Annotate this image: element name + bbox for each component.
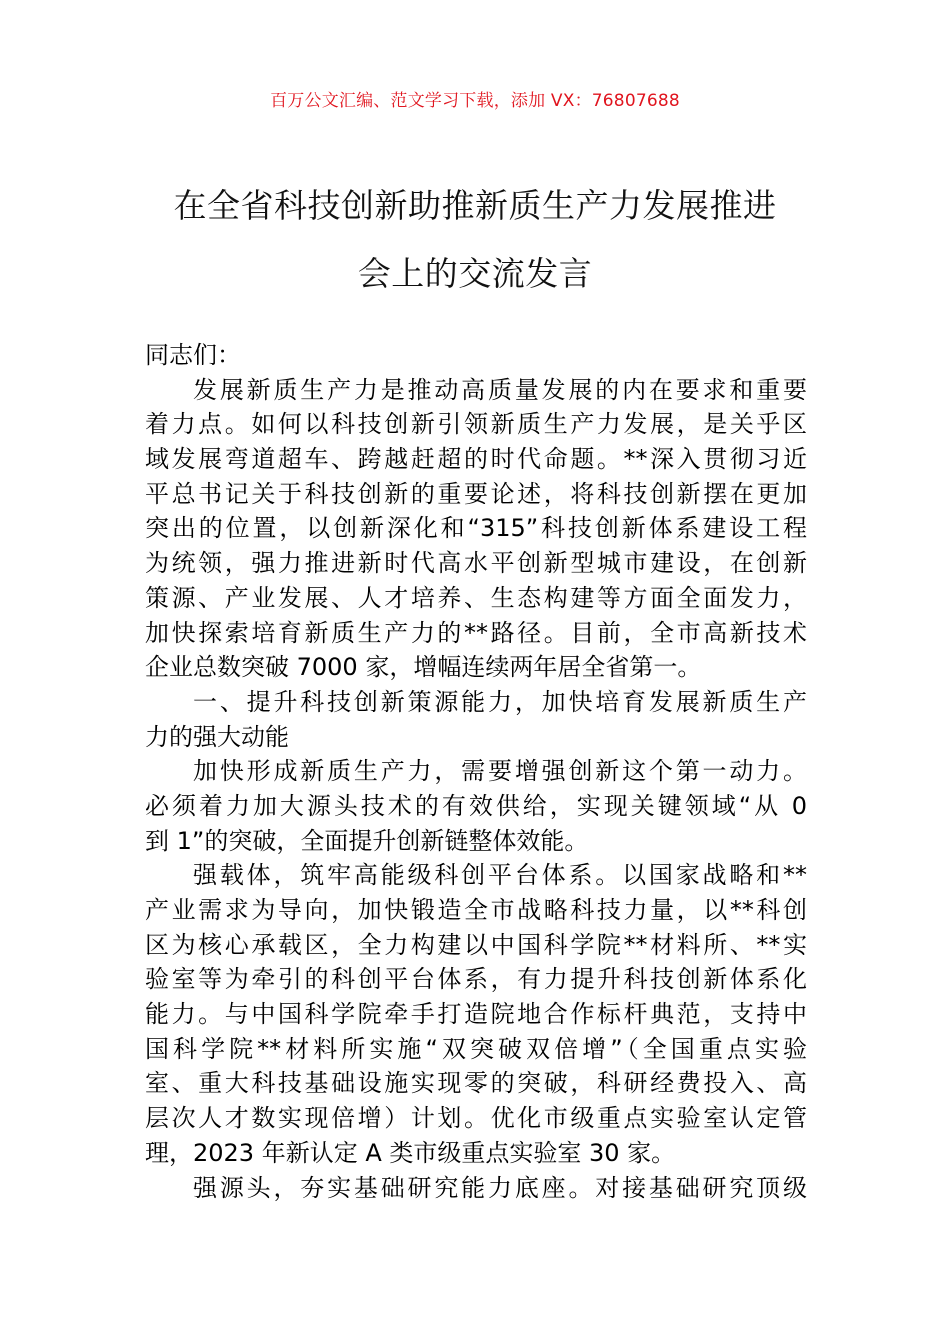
paragraph-line: 强载体，筑牢高能级科创平台体系。以国家战略和**	[193, 861, 807, 890]
paragraph-line: 必须着力加大源头技术的有效供给，实现关键领域“从 0	[145, 791, 807, 820]
paragraph-line: 着力点。如何以科技创新引领新质生产力发展，是关乎区	[145, 410, 807, 439]
paragraph-line: 策源、产业发展、人才培养、生态构建等方面全面发力，	[145, 583, 807, 612]
paragraph-line: 强源头，夯实基础研究能力底座。对接基础研究顶级	[193, 1173, 807, 1202]
paragraph-line: 企业总数突破 7000 家，增幅连续两年居全省第一。	[145, 653, 702, 682]
paragraph-line: 国科学院**材料所实施“双突破双倍增”（全国重点实验	[145, 1034, 807, 1063]
salutation: 同志们：	[145, 341, 241, 369]
watermark-banner: 百万公文汇编、范文学习下载，添加 VX：76807688	[270, 91, 680, 111]
paragraph-line: 层次人才数实现倍增）计划。优化市级重点实验室认定管	[145, 1104, 807, 1133]
paragraph-line: 平总书记关于科技创新的重要论述，将科技创新摆在更加	[145, 479, 807, 508]
paragraph-line: 加快形成新质生产力，需要增强创新这个第一动力。	[193, 757, 807, 786]
paragraph-line: 室、重大科技基础设施实现零的突破，科研经费投入、高	[145, 1069, 807, 1098]
section-heading-line: 一、提升科技创新策源能力，加快培育发展新质生产	[193, 687, 807, 716]
paragraph-line: 加快探索培育新质生产力的**路径。目前，全市高新技术	[145, 618, 807, 647]
paragraph-line: 为统领，强力推进新时代高水平创新型城市建设，在创新	[145, 549, 807, 578]
paragraph-line: 理，2023 年新认定 A 类市级重点实验室 30 家。	[145, 1138, 676, 1167]
paragraph-line: 到 1”的突破，全面提升创新链整体效能。	[145, 826, 589, 855]
document-body	[145, 338, 807, 1205]
document-title-line-2: 会上的交流发言	[357, 254, 593, 293]
paragraph-line: 验室等为牵引的科创平台体系，有力提升科技创新体系化	[145, 965, 807, 994]
paragraph-line: 能力。与中国科学院牵手打造院地合作标杆典范，支持中	[145, 1000, 807, 1029]
paragraph-line: 产业需求为导向，加快锻造全市战略科技力量，以**科创	[145, 896, 807, 924]
paragraph-line: 域发展弯道超车、跨越赶超的时代命题。**深入贯彻习近	[145, 445, 807, 474]
document-title-line-1: 在全省科技创新助推新质生产力发展推进	[173, 186, 777, 225]
paragraph-line: 区为核心承载区，全力构建以中国科学院**材料所、**实	[145, 930, 807, 959]
paragraph-line: 发展新质生产力是推动高质量发展的内在要求和重要	[193, 375, 807, 404]
paragraph-line: 突出的位置，以创新深化和“315”科技创新体系建设工程	[145, 514, 807, 543]
section-heading-line: 力的强大动能	[145, 722, 289, 751]
